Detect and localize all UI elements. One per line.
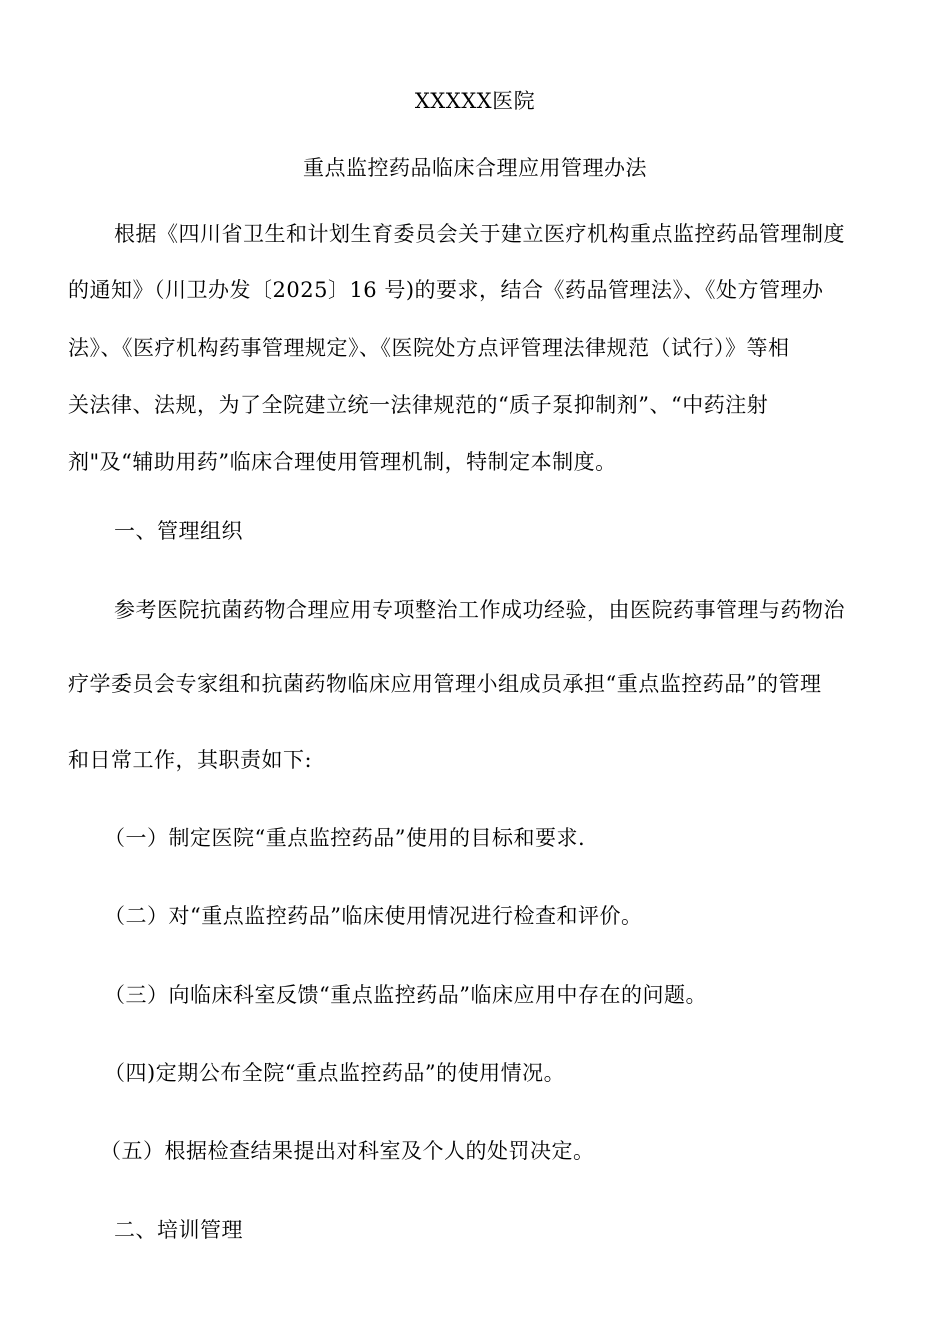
intro-line: 关法律、法规，为了全院建立统一法律规范的“质子泵抑制剂”、“中药注射 (68, 393, 769, 417)
duty-item: （三）向临床科室反馈“重点监控药品”临床应用中存在的问题。 (104, 983, 707, 1007)
section-heading: 二、培训管理 (114, 1218, 243, 1242)
section-paragraph-line: 参考医院抗菌药物合理应用专项整治工作成功经验，由医院药事管理与药物治 (114, 598, 845, 622)
duty-item: （二）对“重点监控药品”临床使用情况进行检查和评价。 (104, 904, 643, 928)
hospital-name: XXXXX医院 (414, 89, 536, 113)
section-paragraph-line: 和日常工作，其职责如下: (68, 748, 313, 772)
document-title: 重点监控药品临床合理应用管理办法 (303, 156, 647, 180)
intro-line: 根据《四川省卫生和计划生育委员会关于建立医疗机构重点监控药品管理制度 (114, 222, 845, 246)
section-heading: 一、管理组织 (114, 519, 243, 543)
intro-line: 剂"及“辅助用药”临床合理使用管理机制，特制定本制度。 (68, 450, 617, 474)
section-paragraph-line: 疗学委员会专家组和抗菌药物临床应用管理小组成员承担“重点监控药品”的管理 (68, 672, 822, 696)
duty-item: （四)定期公布全院“重点监控药品”的使用情况。 (104, 1061, 566, 1085)
duty-item: （五）根据检查结果提出对科室及个人的处罚决定。 (100, 1139, 595, 1163)
duty-item: （一）制定医院“重点监控药品”使用的目标和要求. (104, 826, 586, 850)
intro-line: 的通知》（川卫办发〔2025〕16 号)的要求，结合《药品管理法》、《处方管理办 (68, 278, 824, 302)
intro-line: 法》、《医疗机构药事管理规定》、《医院处方点评管理法律规范（试行）》等相 (68, 336, 790, 360)
